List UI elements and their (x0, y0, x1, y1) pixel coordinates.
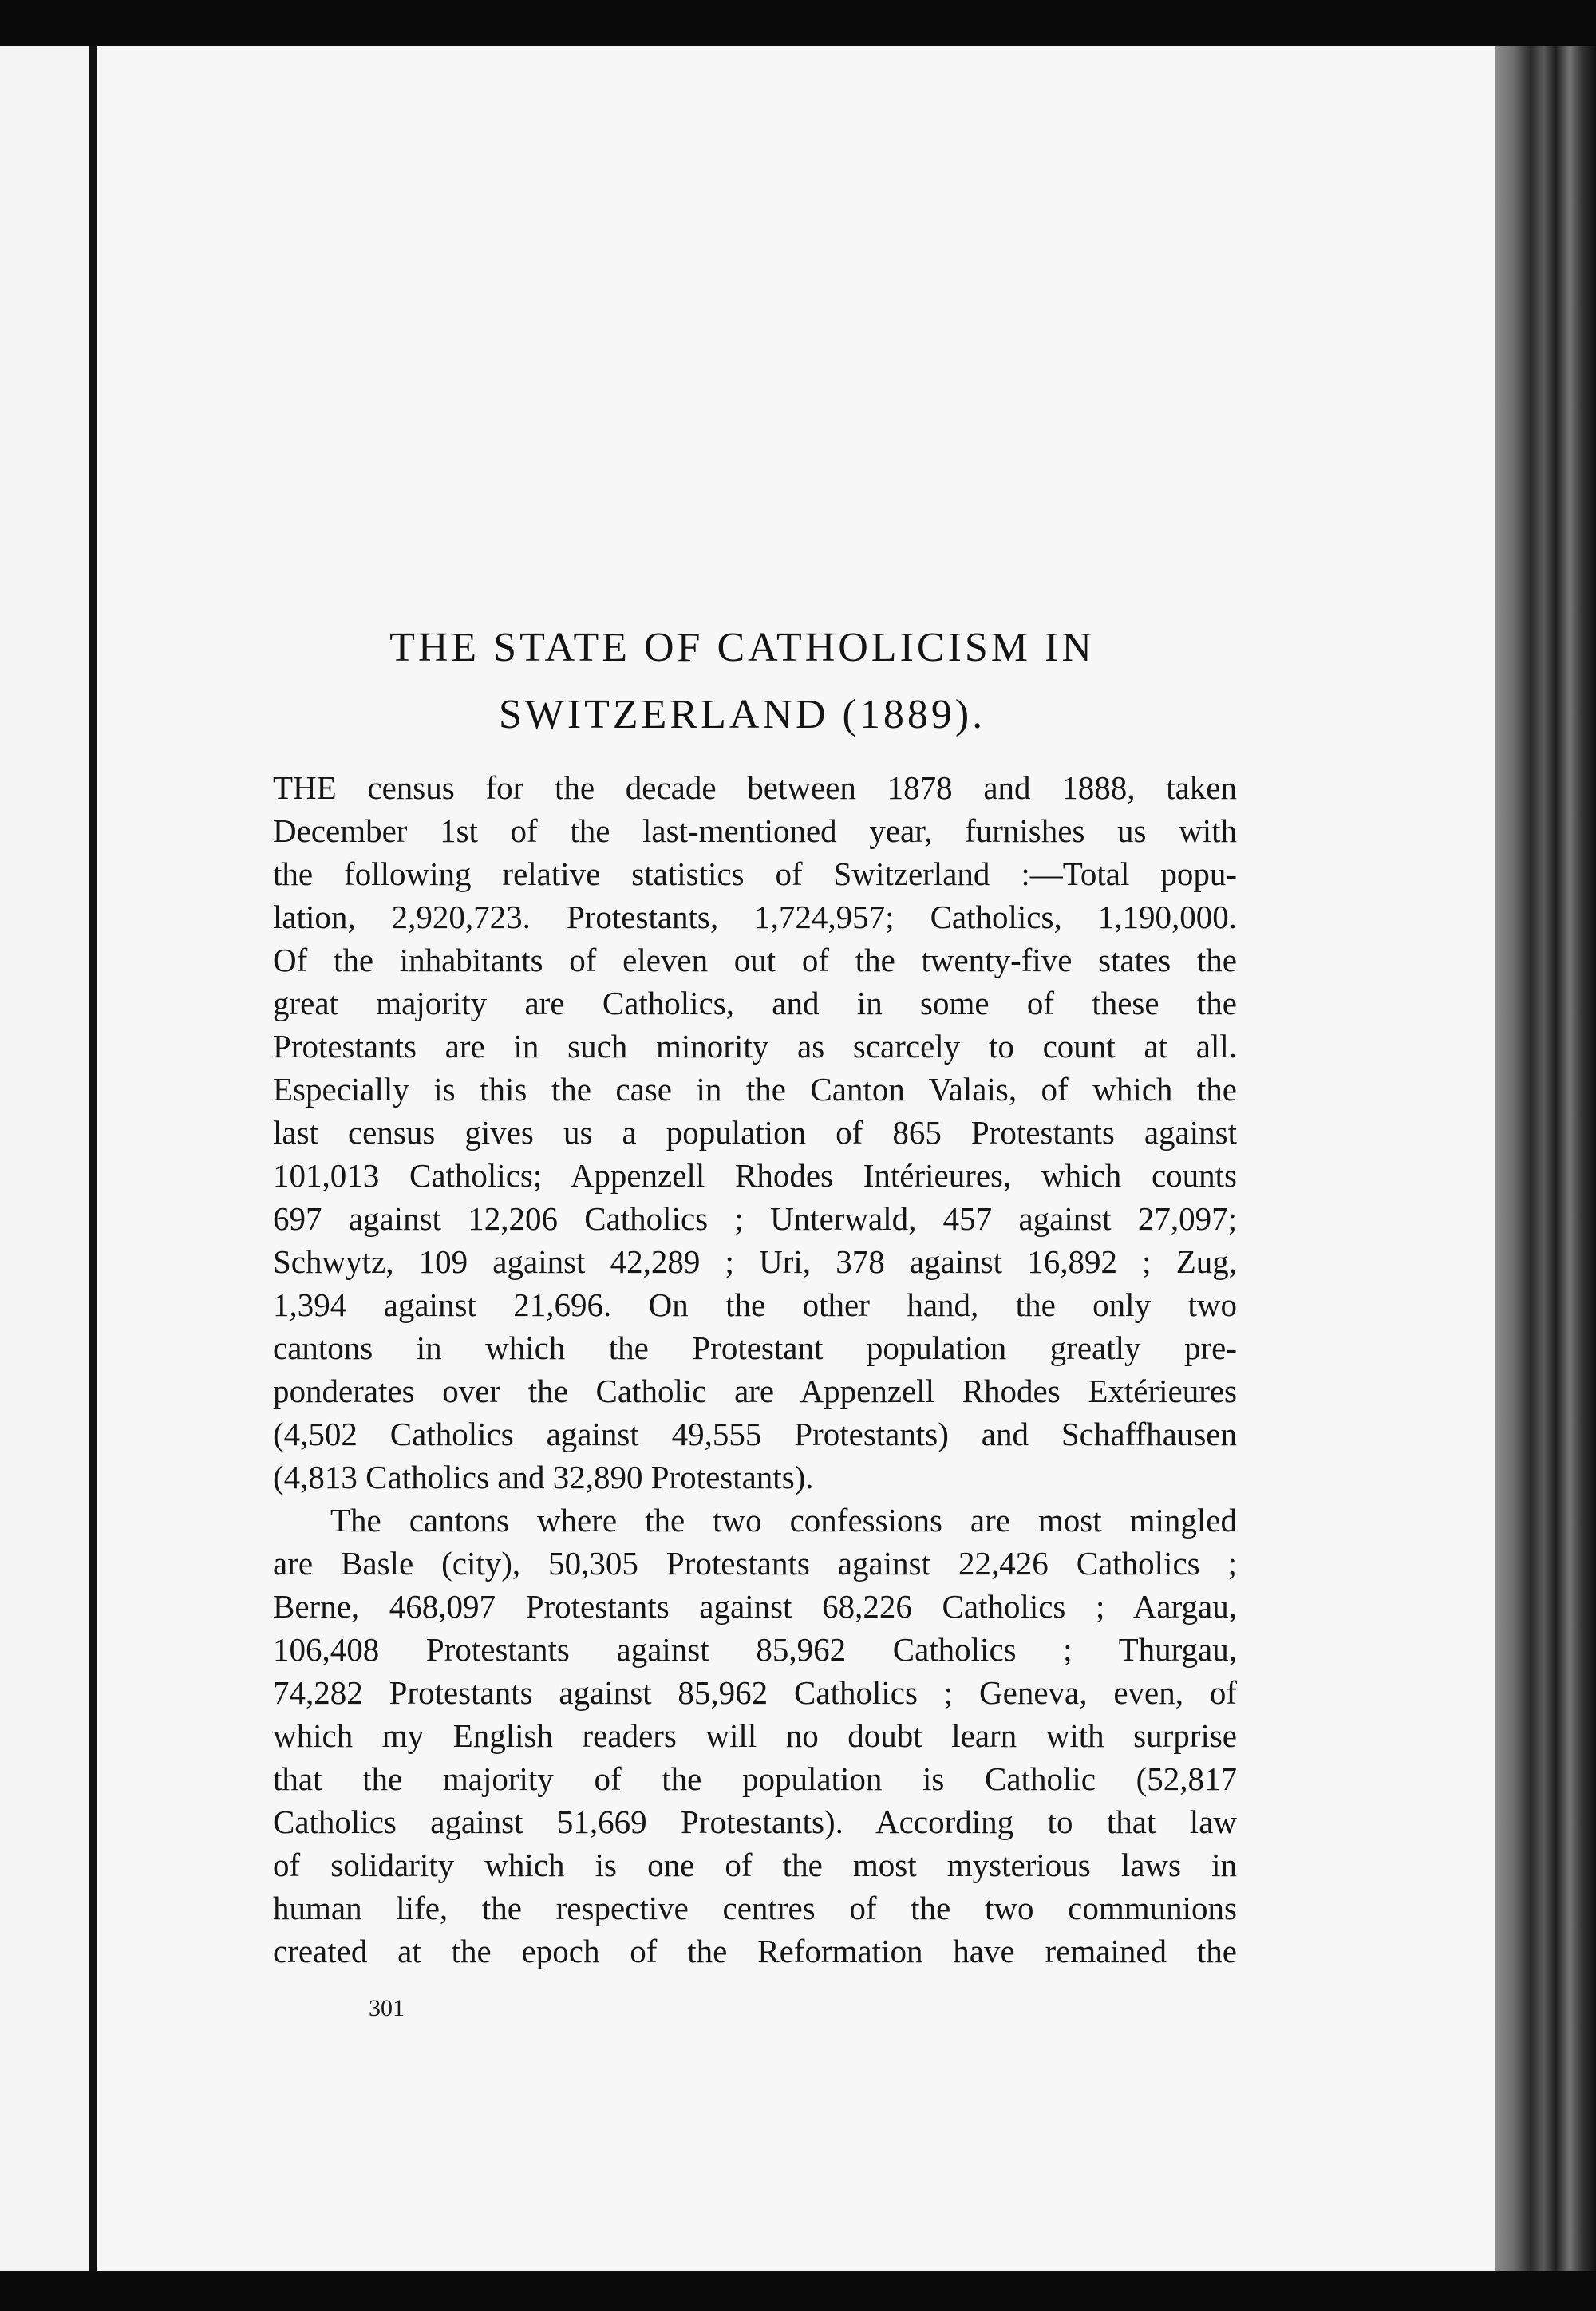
page-number: 301 (369, 1995, 405, 2021)
text-line: 74,282 Protestants against 85,962 Catholics ; Geneva, even, of (273, 1674, 1237, 1711)
scan-bottom-border (0, 2271, 1596, 2311)
paragraph-1 (273, 766, 1237, 1499)
text-line: which my English readers will no doubt learn with surprise (273, 1717, 1237, 1754)
text-line: 101,013 Catholics; Appenzell Rhodes Intérieures, which counts (273, 1157, 1237, 1194)
text-line: 697 against 12,206 Catholics ; Unterwald, 457 against 27,097; (273, 1200, 1237, 1237)
text-line: human life, the respective centres of the two communions (273, 1890, 1237, 1926)
text-line: December 1st of the last-mentioned year, furnishes us with (273, 812, 1237, 849)
text-line: (4,813 Catholics and 32,890 Protestants). (273, 1459, 814, 1495)
text-line: 106,408 Protestants against 85,962 Catholics ; Thurgau, (273, 1631, 1237, 1668)
text-line: are Basle (city), 50,305 Protestants against 22,426 Catholics ; (273, 1545, 1237, 1582)
scan-top-border (0, 0, 1596, 46)
book-gutter (89, 46, 97, 2271)
text-line: 1,394 against 21,696. On the other hand, the only two (273, 1286, 1237, 1323)
text-line: cantons in which the Protestant population greatly pre- (273, 1329, 1237, 1366)
title-line: SWITZERLAND (1889). (498, 692, 986, 737)
chapter-title (200, 614, 1285, 749)
text-line: Schwytz, 109 against 42,289 ; Uri, 378 against 16,892 ; Zug, (273, 1243, 1237, 1280)
text-line: the following relative statistics of Switzerland :—Total popu- (273, 855, 1237, 892)
text-line: The cantons where the two confessions are most mingled (330, 1502, 1237, 1539)
text-line: created at the epoch of the Reformation have remained the (273, 1933, 1237, 1969)
text-line: Berne, 468,097 Protestants against 68,226 Catholics ; Aargau, (273, 1588, 1237, 1625)
text-line: great majority are Catholics, and in some of these the (273, 985, 1237, 1021)
text-line: lation, 2,920,723. Protestants, 1,724,957; Catholics, 1,190,000. (273, 899, 1237, 935)
paragraph-2 (273, 1499, 1237, 1973)
text-line: (4,502 Catholics against 49,555 Protestants) and Schaffhausen (273, 1416, 1237, 1452)
facing-page-edge (0, 46, 94, 2271)
text-line: ponderates over the Catholic are Appenzell Rhodes Extérieures (273, 1373, 1237, 1409)
text-line: of solidarity which is one of the most mysterious laws in (273, 1847, 1237, 1883)
text-line: Protestants are in such minority as scarcely to count at all. (273, 1028, 1237, 1065)
title-line: THE STATE OF CATHOLICISM IN (389, 625, 1095, 670)
text-line: last census gives us a population of 865 Protestants against (273, 1114, 1237, 1151)
text-line: Especially is this the case in the Canton Valais, of which the (273, 1071, 1237, 1108)
body-text (273, 766, 1237, 1973)
book-fore-edge (1495, 46, 1596, 2271)
text-line: Catholics against 51,669 Protestants). According to that law (273, 1803, 1237, 1840)
text-line: THE census for the decade between 1878 and 1888, taken (273, 769, 1237, 806)
text-line: Of the inhabitants of eleven out of the twenty-five states the (273, 942, 1237, 978)
text-line: that the majority of the population is Catholic (52,817 (273, 1760, 1237, 1797)
